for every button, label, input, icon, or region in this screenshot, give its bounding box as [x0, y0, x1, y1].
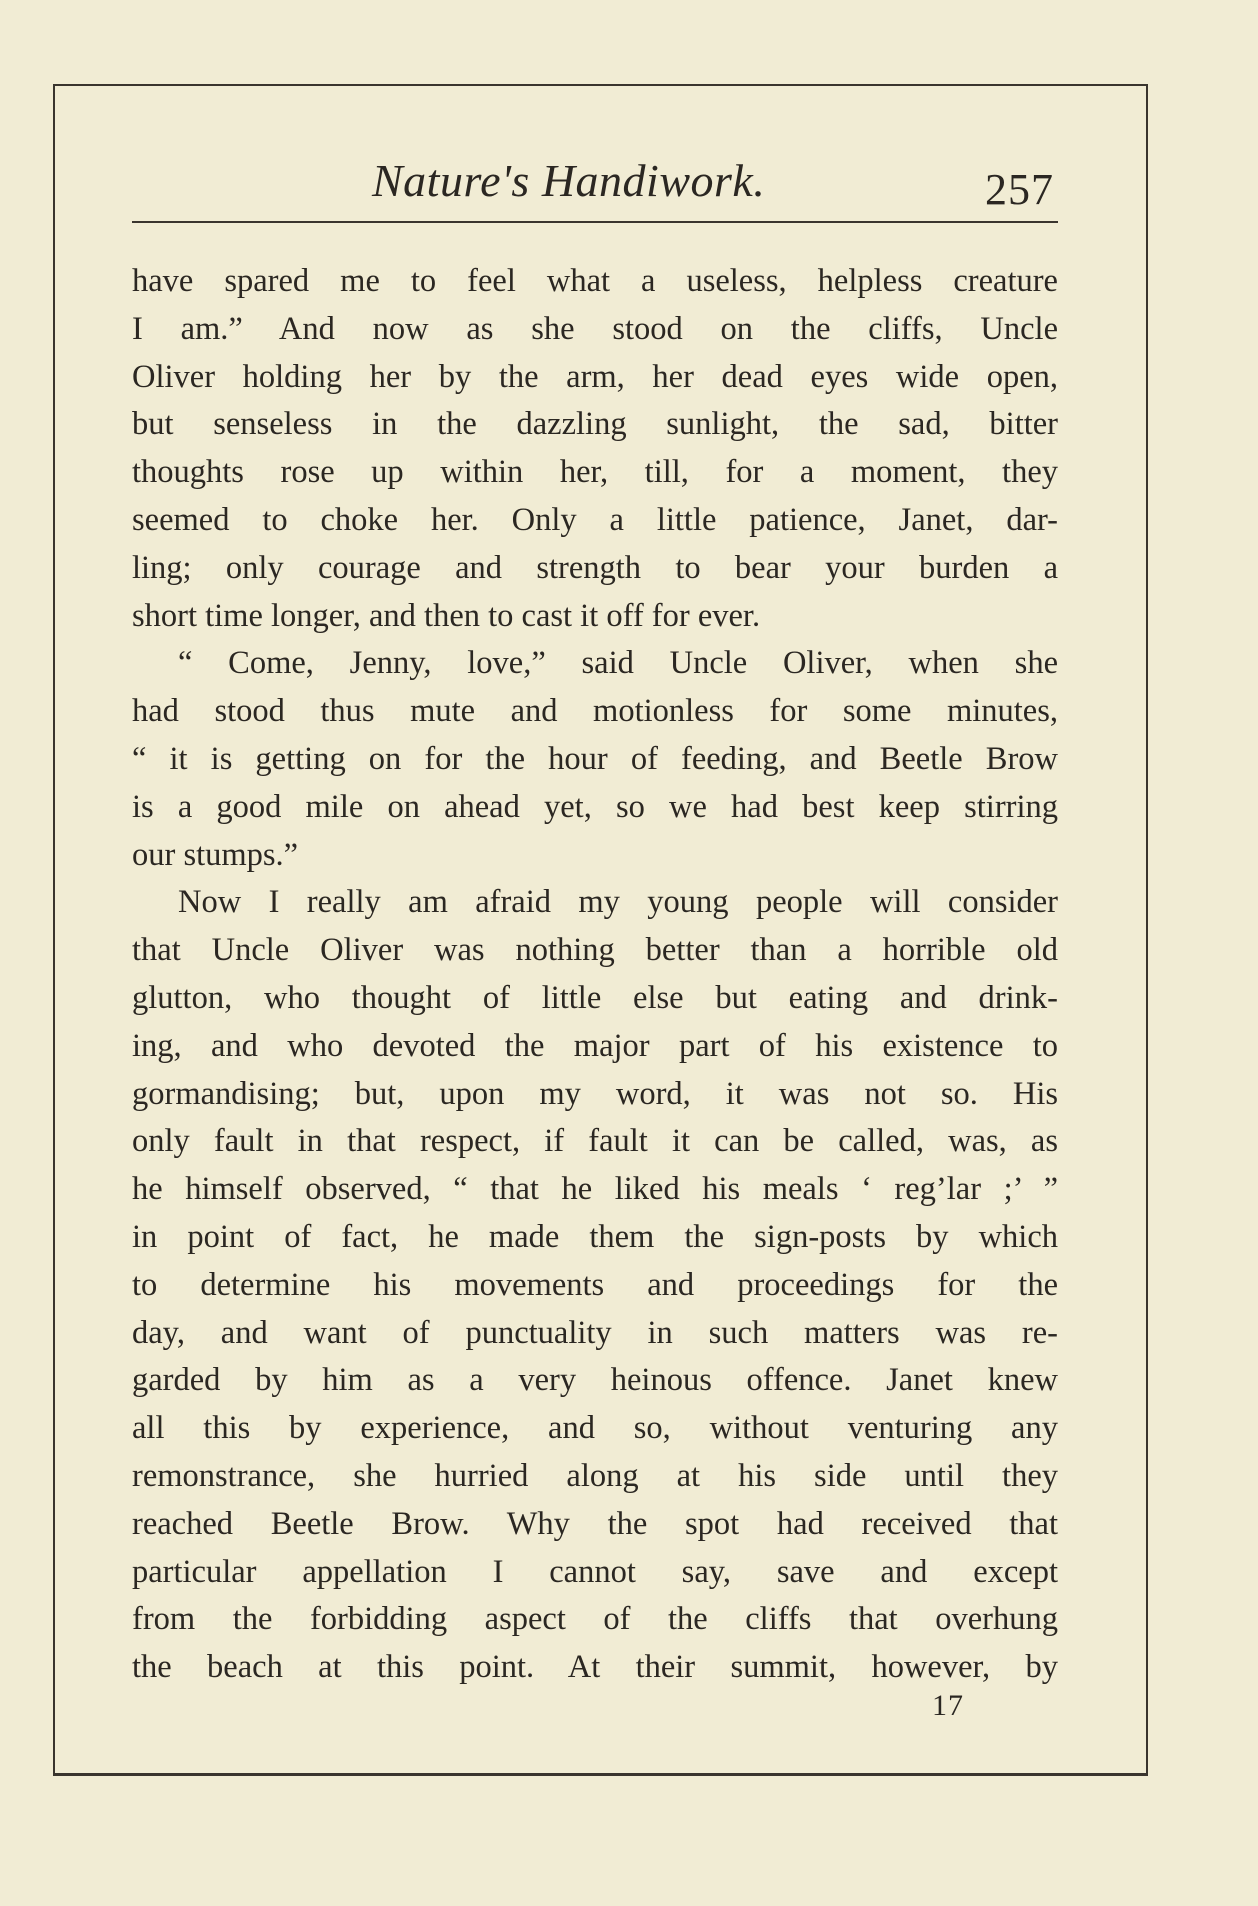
text-line: thoughts rose up within her, till, for a moment, they: [132, 454, 1058, 491]
text-line: to determine his movements and proceedings for the: [132, 1266, 1058, 1303]
text-line: gormandising; but, upon my word, it was not so. His: [132, 1075, 1058, 1112]
text-line: day, and want of punctuality in such matters was re-: [132, 1314, 1058, 1351]
text-line: remonstrance, she hurried along at his side until they: [132, 1457, 1058, 1494]
text-line: all this by experience, and so, without venturing any: [132, 1410, 1058, 1447]
page-number: 257: [985, 165, 1054, 214]
text-line: garded by him as a very heinous offence. Janet knew: [132, 1362, 1058, 1399]
text-line: ling; only courage and strength to bear your burden a: [132, 549, 1058, 586]
text-line: only fault in that respect, if fault it can be called, was, as: [132, 1123, 1058, 1160]
text-line: “ Come, Jenny, love,” said Uncle Oliver, when she: [178, 645, 1058, 682]
text-line: reached Beetle Brow. Why the spot had received that: [132, 1505, 1058, 1542]
text-line: particular appellation I cannot say, save and except: [132, 1553, 1058, 1590]
text-line: I am.” And now as she stood on the cliffs, Uncle: [132, 310, 1058, 347]
text-line: “ it is getting on for the hour of feeding, and Beetle Brow: [132, 740, 1058, 777]
text-line: is a good mile on ahead yet, so we had best keep stirring: [132, 788, 1058, 825]
text-line: seemed to choke her. Only a little patience, Janet, dar-: [132, 501, 1058, 538]
text-line: short time longer, and then to cast it off for ever.: [132, 597, 761, 634]
running-title: Nature's Handiwork.: [372, 155, 766, 206]
text-line: but senseless in the dazzling sunlight, the sad, bitter: [132, 406, 1058, 443]
header-rule: [132, 221, 1058, 223]
text-line: ing, and who devoted the major part of his existence to: [132, 1027, 1058, 1064]
text-line: from the forbidding aspect of the cliffs that overhung: [132, 1601, 1058, 1638]
text-line: our stumps.”: [132, 836, 299, 873]
text-line: that Uncle Oliver was nothing better than a horrible old: [132, 932, 1058, 969]
running-header: [132, 150, 1058, 220]
text-line: in point of fact, he made them the sign-posts by which: [132, 1218, 1058, 1255]
text-line: Oliver holding her by the arm, her dead eyes wide open,: [132, 358, 1058, 395]
text-line: he himself observed, “ that he liked his meals ‘ reg’lar ;’ ”: [132, 1171, 1058, 1208]
text-line: glutton, who thought of little else but eating and drink-: [132, 979, 1058, 1016]
text-line: Now I really am afraid my young people will consider: [178, 884, 1058, 921]
text-line: have spared me to feel what a useless, helpless creature: [132, 263, 1058, 299]
text-line: had stood thus mute and motionless for some minutes,: [132, 693, 1058, 730]
signature-mark: 17: [932, 1689, 964, 1722]
body-text: [132, 258, 1058, 1692]
text-line: the beach at this point. At their summit, however, by: [132, 1649, 1058, 1686]
